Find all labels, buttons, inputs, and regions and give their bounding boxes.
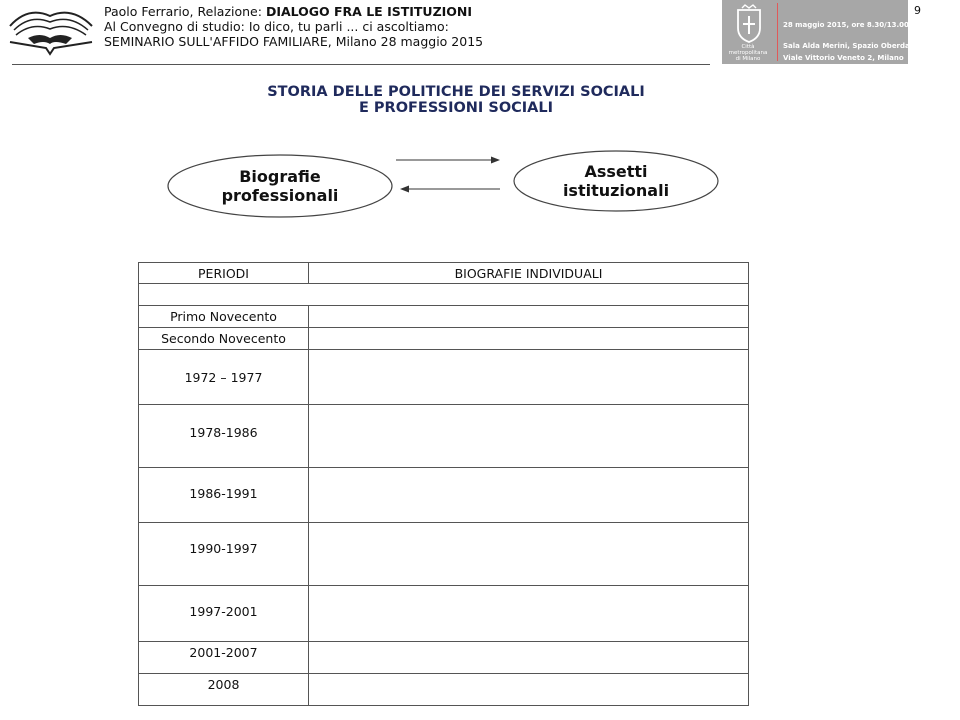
period-cell: Secondo Novecento bbox=[139, 328, 309, 350]
period-cell: 1972 – 1977 bbox=[139, 350, 309, 405]
header-line-2: Al Convegno di studio: Io dico, tu parli ... ci ascoltiamo: bbox=[104, 19, 449, 34]
biografie-cell bbox=[309, 328, 749, 350]
period-cell: 1997-2001 bbox=[139, 586, 309, 642]
banner-place: Sala Alda Merini, Spazio Oberdan Viale Vittorio Veneto 2, Milano bbox=[783, 42, 915, 62]
period-cell: Primo Novecento bbox=[139, 306, 309, 328]
period-cell: 2001-2007 bbox=[139, 642, 309, 674]
period-cell: 1986-1991 bbox=[139, 468, 309, 523]
label-assetti: Assetti istituzionali bbox=[562, 162, 670, 200]
header-line-3: SEMINARIO SULL'AFFIDO FAMILIARE, Milano 28 maggio 2015 bbox=[104, 34, 484, 49]
city-emblem-icon bbox=[730, 4, 768, 48]
table-row bbox=[139, 642, 749, 674]
banner-separator bbox=[777, 3, 778, 61]
biografie-cell bbox=[309, 405, 749, 468]
banner-org-name: Città metropolitana di Milano bbox=[728, 44, 768, 62]
biografie-cell bbox=[309, 586, 749, 642]
biografie-cell bbox=[309, 306, 749, 328]
biografie-cell bbox=[309, 642, 749, 674]
table-header-row bbox=[139, 263, 749, 284]
column-header-periodi: PERIODI bbox=[139, 263, 309, 284]
period-cell: 1990-1997 bbox=[139, 523, 309, 586]
period-cell: 1978-1986 bbox=[139, 405, 309, 468]
table-row bbox=[139, 674, 749, 706]
banner-date: 28 maggio 2015, ore 8.30/13.00 bbox=[783, 21, 909, 29]
page-number: 9 bbox=[914, 4, 921, 17]
table-row bbox=[139, 468, 749, 523]
header-text bbox=[104, 4, 483, 49]
table-row bbox=[139, 328, 749, 350]
header-line-1: Paolo Ferrario, Relazione: DIALOGO FRA LE ISTITUZIONI bbox=[104, 4, 473, 19]
biografie-cell bbox=[309, 523, 749, 586]
arrow-right-icon bbox=[396, 157, 500, 164]
table-row bbox=[139, 405, 749, 468]
period-cell: 2008 bbox=[139, 674, 309, 706]
book-handshake-logo bbox=[6, 2, 96, 58]
table-spacer-cell bbox=[139, 284, 749, 306]
label-biografie: Biografie professionali bbox=[221, 167, 339, 205]
relationship-diagram bbox=[160, 146, 730, 226]
event-banner bbox=[722, 0, 915, 64]
biografie-cell bbox=[309, 350, 749, 405]
table-row bbox=[139, 350, 749, 405]
table-row bbox=[139, 306, 749, 328]
page-title: STORIA DELLE POLITICHE DEI SERVIZI SOCIALI E PROFESSIONI SOCIALI bbox=[267, 84, 645, 116]
arrow-left-icon bbox=[400, 186, 500, 193]
header-divider bbox=[12, 64, 710, 65]
table-row bbox=[139, 284, 749, 306]
table-row bbox=[139, 586, 749, 642]
table-row bbox=[139, 523, 749, 586]
periods-table bbox=[138, 262, 749, 706]
biografie-cell bbox=[309, 674, 749, 706]
biografie-cell bbox=[309, 468, 749, 523]
column-header-biografie: BIOGRAFIE INDIVIDUALI bbox=[309, 263, 749, 284]
